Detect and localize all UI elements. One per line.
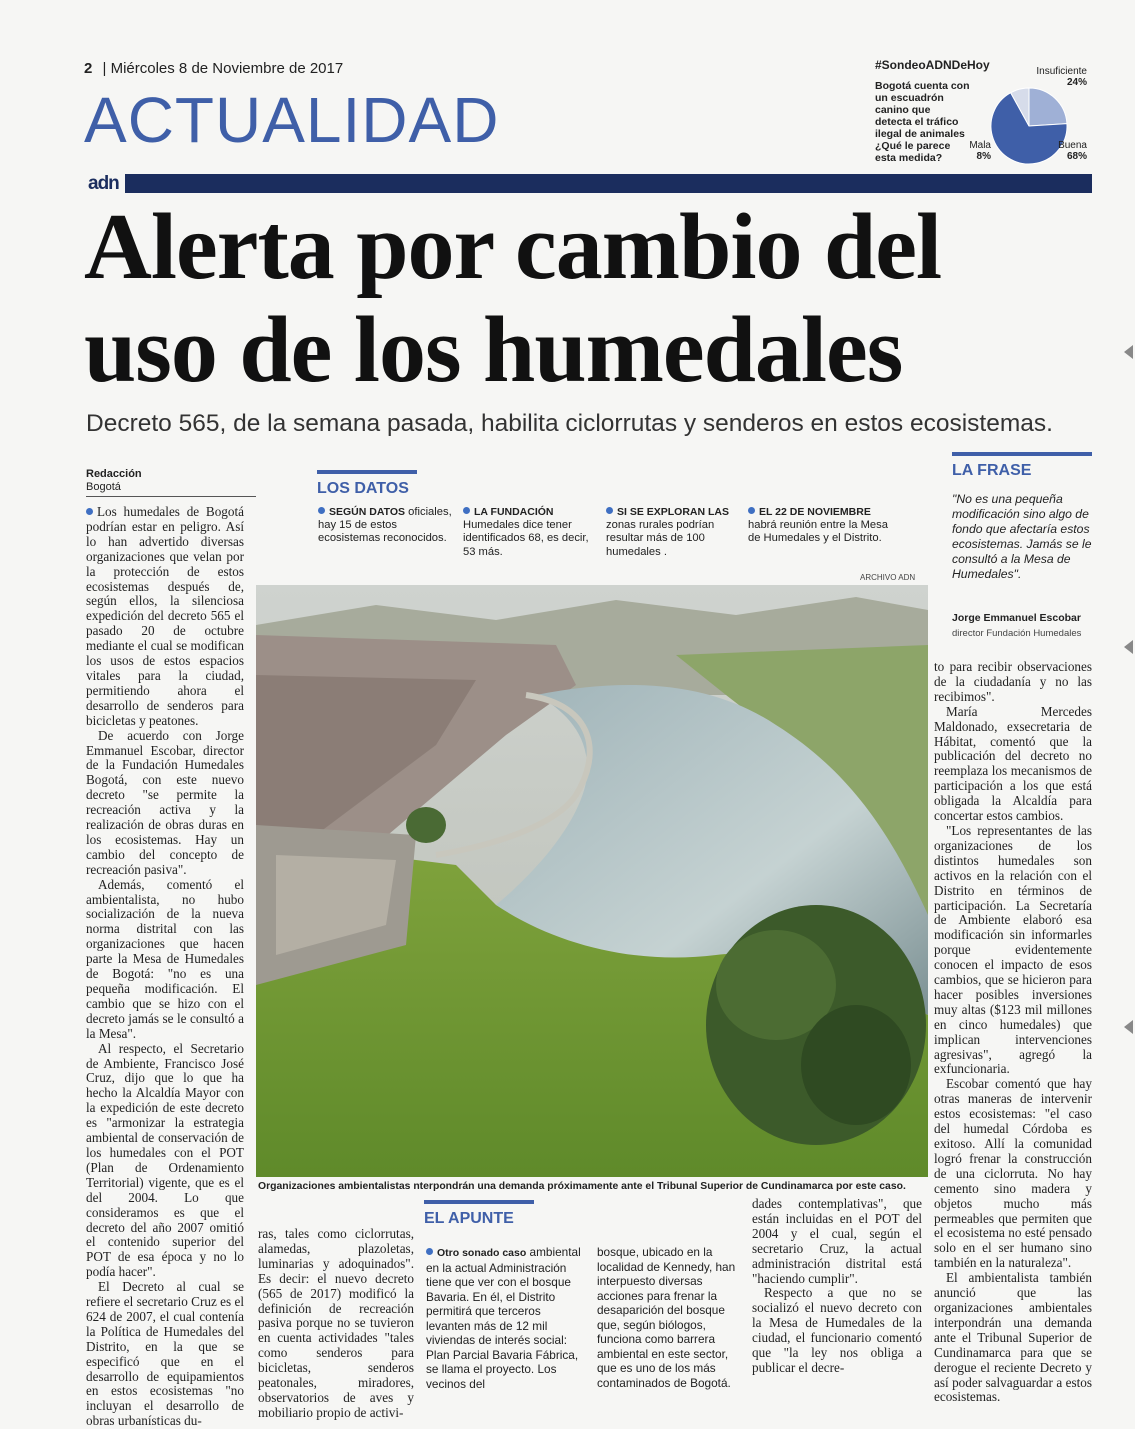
- bullet-icon: [748, 507, 755, 514]
- page-edge-mark: [1124, 1020, 1133, 1034]
- page-edge-mark: [1124, 640, 1133, 654]
- poll-label-buena: Buena 68%: [1058, 140, 1087, 162]
- adn-logo: adn: [84, 172, 125, 195]
- body-paragraph: ras, tales como ciclorrutas, alamedas, plazoletas, luminarias y adoquinados". Es decir: el nuevo decreto (565 de 2017) modificó la definición de recreación pasiva porque no se tuvieron en cuenta actividades "tales como senderos para bicicletas, senderos peatonales, miradores, observatorios de aves y mobiliario propio de activi-: [258, 1226, 414, 1420]
- pie-slice-insuficiente: [1029, 88, 1067, 126]
- bullet-icon: [606, 507, 613, 514]
- bullet-icon: [86, 508, 93, 515]
- bullet-icon: [318, 507, 325, 514]
- body-paragraph: Respecto a que no se socializó el nuevo decreto con la Mesa de Humedales de la ciudad, el funcionario comentó que "la ley nos obliga a publicar el decre-: [752, 1285, 922, 1375]
- poll-box: [875, 58, 1090, 168]
- body-paragraph: Además, comentó el ambientalista, no hubo socialización de la nueva norma distrital con las organizaciones que hacen parte la Mesa de Humedales de Bogotá: "no es una pequeña modificación. El cambio que se hizo con el decreto jamás se le consultó a la Mesa".: [86, 876, 244, 1041]
- frase-title: LA FRASE: [952, 452, 1092, 480]
- poll-label-insuficiente: Insuficiente 24%: [1036, 66, 1087, 88]
- poll-hashtag: #SondeoADNDeHoy: [875, 58, 990, 72]
- byline-author: Redacción: [86, 468, 142, 480]
- byline: [86, 468, 256, 494]
- apunte-title: EL APUNTE: [424, 1200, 534, 1228]
- datos-title: LOS DATOS: [317, 470, 417, 498]
- body-paragraph: De acuerdo con Jorge Emmanuel Escobar, director de la Fundación Humedales Bogotá, con este nuevo decreto "se permite la recreación activa y la realización de obras duras en los ecosistemas. Hay un cambio del concepto de recreación pasiva".: [86, 727, 244, 877]
- page-edge-mark: [1124, 345, 1133, 359]
- apunte-text-2: bosque, ubicado en la localidad de Kennedy, han interpuesto diversas acciones para frenar la desaparición del bosque que, según biólogos, funciona como barrera ambiental en este sector, que es uno de los más contaminados de Bogotá.: [597, 1245, 736, 1390]
- photo-caption: Organizaciones ambientalistas nterpondrán una demanda próximamente ante el Tribunal Superior de Cundinamarca por este caso.: [258, 1181, 906, 1192]
- body-paragraph: dades contemplativas", que están incluidas en el POT del 2004 y el cual, según el secretario Cruz, la actual administración distrital está "haciendo cumplir".: [752, 1196, 922, 1286]
- body-paragraph: "Los representantes de las organizaciones de los distintos humedales son activos en la relación con el Distrito en términos de participación. La Secretaría de Ambiente elaboró esa modificación sin informarles porque evidentemente conocen el impacto de esos cambios, que se hicieron para hacer posibles inversiones muy altas ($123 mil millones en cinco humedales) que implican intervenciones agresivas", agregó la exfuncionaria.: [934, 822, 1092, 1077]
- dato-item: EL 22 DE NOVIEMBRE habrá reunión entre la Mesa de Humedales y el Distrito.: [748, 506, 888, 545]
- body-column-2: [258, 1227, 414, 1421]
- frase-quote: "No es una pequeña modificación sino algo de fondo que afectaría estos ecosistemas. Jamás se le consultó a la Mesa de Humedales".: [952, 492, 1092, 581]
- body-column-5: [934, 660, 1092, 1405]
- body-paragraph: Al respecto, el Secretario de Ambiente, Francisco José Cruz, dijo que lo que ha hecho la Alcaldía Mayor con la expedición de este decreto es "armonizar la estrategia ambiental de conservación de los humedales con el POT (Plan de Ordenamiento Territorial) vigente, que es el del 2004. Lo que consideramos es que el decreto del año 2007 omitió el contenido superior del POT de esa época y no lo podía hacer".: [86, 1040, 244, 1280]
- body-column-4: [752, 1197, 922, 1376]
- frase-author: Jorge Emmanuel Escobar: [952, 612, 1081, 624]
- page-date-line: [84, 60, 343, 77]
- article-headline: Alerta por cambio del uso de los humedales: [84, 195, 942, 402]
- body-paragraph: El ambientalista también anunció que las organizaciones ambientales interpondrán una demanda ante el Tribunal Superior de Cundinamarca para que se derogue el reciente Decreto y así poder salvaguardar a estos ecosistemas.: [934, 1270, 1092, 1405]
- section-title: ACTUALIDAD: [84, 84, 500, 156]
- dato-item: LA FUNDACIÓN Humedales dice tener identificados 68, es decir, 53 más.: [463, 506, 589, 558]
- dato-item: SEGÚN DATOS oficiales, hay 15 de estos ecosistemas reconocidos.: [318, 506, 452, 545]
- body-paragraph: Los humedales de Bogotá podrían estar en peligro. Así lo han advertido diversas organizaciones que velan por la protección de estos ecosistemas después de, según ellos, la silenciosa expedición del decreto 565 el pasado 20 de octubre mediante el cual se modifican los usos de estos espacios vitales para la ciudad, permitiendo ahora el desarrollo de senderos para bicicletas y peatones.: [86, 504, 244, 728]
- poll-label-mala: Mala 8%: [969, 140, 991, 162]
- photo-credit: ARCHIVO ADN: [860, 573, 916, 582]
- brand-bar: [84, 174, 1092, 193]
- article-subhead: Decreto 565, de la semana pasada, habilita ciclorrutas y senderos en estos ecosistemas.: [86, 410, 1053, 437]
- bullet-icon: [426, 1248, 433, 1255]
- body-paragraph: to para recibir observaciones de la ciudadanía y no las recibimos".: [934, 659, 1092, 704]
- dato-item: SI SE EXPLORAN LAS zonas rurales podrían resultar más de 100 humedales .: [606, 506, 730, 558]
- body-paragraph: María Mercedes Maldonado, exsecretaria de Hábitat, comentó que la publicación del decreto no reemplaza los mecanismos de participación a los que está obligada la Alcaldía para concertar estos cambios.: [934, 703, 1092, 824]
- body-paragraph: Escobar comentó que hay otras maneras de intervenir estos ecosistemas: "el caso del humedal Córdoba es exitoso. Allí la comunidad logró frenar la construcción de una ciclorruta. No hay cemento sino madera y objetos mucho más permeables que permiten que el ecosistema no esté pensado solo en el ser humano sino también en la naturaleza".: [934, 1076, 1092, 1271]
- byline-divider: [86, 496, 256, 497]
- bullet-icon: [463, 507, 470, 514]
- page-number: 2: [84, 60, 93, 77]
- frase-role: director Fundación Humedales: [952, 628, 1082, 639]
- wetland-aerial-photo: [256, 585, 928, 1177]
- byline-place: Bogotá: [86, 481, 121, 493]
- body-column-1: [86, 505, 244, 1429]
- issue-date: | Miércoles 8 de Noviembre de 2017: [102, 60, 344, 77]
- body-paragraph: El Decreto al cual se refiere el secretario Cruz es el 624 de 2007, el cual contenía la Política de Humedales del Distrito, en la que se especificó que en el desarrollo de equipamientos en estos ecosistemas "no incluyan el desarrollo de obras urbanísticas du-: [86, 1279, 244, 1429]
- poll-question: Bogotá cuenta con un escuadrón canino que detecta el tráfico ilegal de animales ¿Qué le parece esta medida?: [875, 80, 970, 164]
- apunte-text-1: Otro sonado caso ambiental en la actual Administración tiene que ver con el bosque Bavaria. En él, el Distrito permitirá que terceros levanten más de 12 mil viviendas de interés social: Plan Parcial Bavaria Fábrica, se llama el proyecto. Los vecinos del: [426, 1245, 581, 1391]
